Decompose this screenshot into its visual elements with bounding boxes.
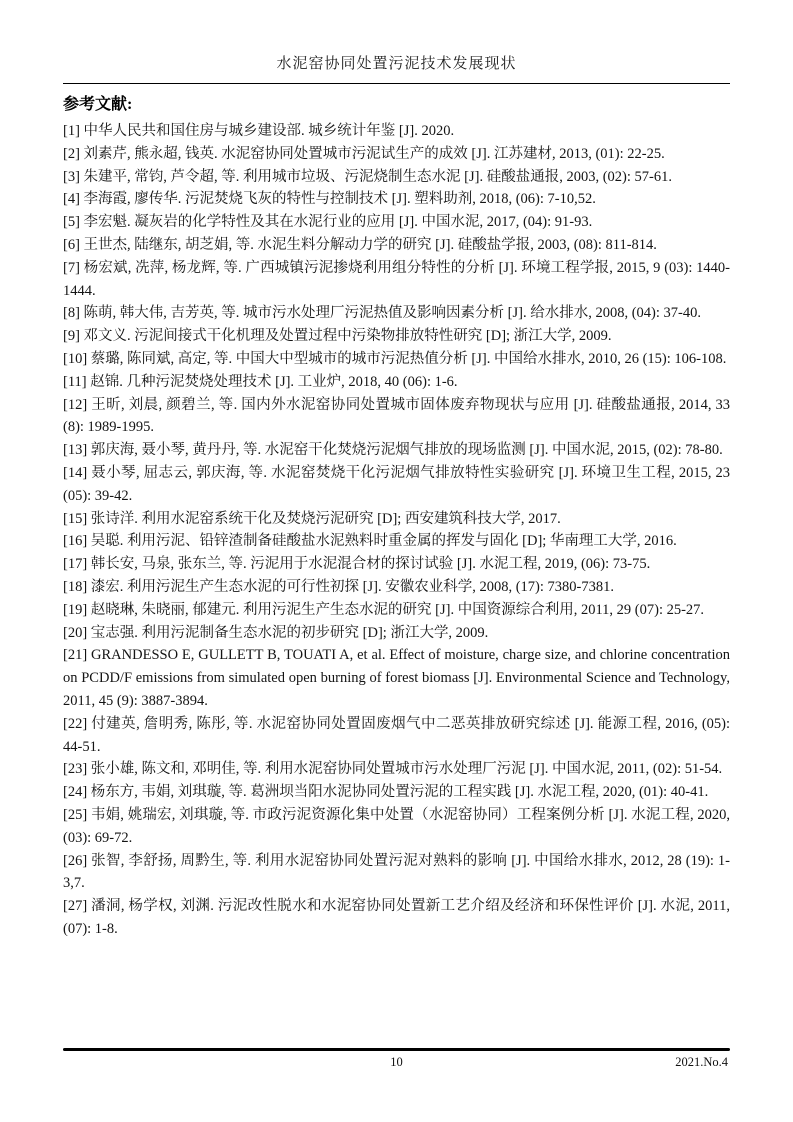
reference-item: [27] 潘洞, 杨学权, 刘渊. 污泥改性脱水和水泥窑协同处置新工艺介绍及经济和环保性评价 [J]. 水泥, 2011, (07): 1-8. bbox=[63, 898, 730, 937]
reference-item: [6] 王世杰, 陆继东, 胡芝娟, 等. 水泥生料分解动力学的研究 [J]. 硅酸盐学报, 2003, (08): 811-814. bbox=[63, 236, 657, 253]
reference-item: [8] 陈萌, 韩大伟, 吉芳英, 等. 城市污水处理厂污泥热值及影响因素分析 [J]. 给水排水, 2008, (04): 37-40. bbox=[63, 305, 701, 322]
references-heading: 参考文献: bbox=[63, 96, 133, 113]
reference-item: [12] 王昕, 刘晨, 颜碧兰, 等. 国内外水泥窑协同处置城市固体废弃物现状与应用 [J]. 硅酸盐通报, 2014, 33 (8): 1989-1995. bbox=[63, 396, 730, 436]
running-title: 水泥窑协同处置污泥技术发展现状 bbox=[276, 56, 517, 72]
reference-item: [18] 漆宏. 利用污泥生产生态水泥的可行性初探 [J]. 安徽农业科学, 2008, (17): 7380-7381. bbox=[63, 578, 614, 595]
reference-item: [3] 朱建平, 常钧, 芦令超, 等. 利用城市垃圾、污泥烧制生态水泥 [J]. 硅酸盐通报, 2003, (02): 57-61. bbox=[63, 168, 672, 185]
reference-item: [2] 刘素芹, 熊永超, 钱英. 水泥窑协同处置城市污泥试生产的成效 [J]. 江苏建材, 2013, (01): 22-25. bbox=[63, 145, 665, 162]
page-number: 10 bbox=[390, 1055, 403, 1069]
reference-item: [17] 韩长安, 马泉, 张东兰, 等. 污泥用于水泥混合材的探讨试验 [J]. 水泥工程, 2019, (06): 73-75. bbox=[63, 556, 651, 573]
reference-item: [26] 张智, 李舒扬, 周黔生, 等. 利用水泥窑协同处置污泥对熟料的影响 [J]. 中国给水排水, 2012, 28 (19): 1-3,7. bbox=[63, 852, 730, 892]
reference-item: [10] 蔡璐, 陈同斌, 高定, 等. 中国大中型城市的城市污泥热值分析 [J]. 中国给水排水, 2010, 26 (15): 106-108. bbox=[63, 350, 727, 367]
reference-item: [21] GRANDESSO E, GULLETT B, TOUATI A, et al. Effect of moisture, charge size, and chlorine concentration on PCDD/F emissions from simulated open burning of forest biomass [J]. Environmental Science and Technology, 2011, 45 (9): 3887-3894. bbox=[63, 647, 730, 709]
reference-item: [13] 郭庆海, 聂小琴, 黄丹丹, 等. 水泥窑干化焚烧污泥烟气排放的现场监测 [J]. 中国水泥, 2015, (02): 78-80. bbox=[63, 442, 723, 459]
reference-item: [24] 杨东方, 韦娟, 刘琪璇, 等. 葛洲坝当阳水泥协同处置污泥的工程实践 [J]. 水泥工程, 2020, (01): 40-41. bbox=[63, 784, 709, 801]
reference-item: [9] 邓文义. 污泥间接式干化机理及处置过程中污染物排放特性研究 [D]; 浙江大学, 2009. bbox=[63, 328, 612, 345]
issue-label: 2021.No.4 bbox=[675, 1055, 728, 1069]
reference-item: [1] 中华人民共和国住房与城乡建设部. 城乡统计年鉴 [J]. 2020. bbox=[63, 123, 455, 139]
reference-item: [23] 张小雄, 陈文和, 邓明佳, 等. 利用水泥窑协同处置城市污水处理厂污泥 [J]. 中国水泥, 2011, (02): 51-54. bbox=[63, 761, 723, 778]
reference-item: [14] 聂小琴, 屈志云, 郭庆海, 等. 水泥窑焚烧干化污泥烟气排放特性实验研究 [J]. 环境卫生工程, 2015, 23 (05): 39-42. bbox=[63, 464, 730, 504]
document-page bbox=[63, 52, 730, 941]
page-footer bbox=[63, 1048, 730, 1070]
reference-item: [25] 韦娟, 姚瑞宏, 刘琪璇, 等. 市政污泥资源化集中处置（水泥窑协同）工程案例分析 [J]. 水泥工程, 2020, (03): 69-72. bbox=[63, 806, 730, 846]
reference-item: [20] 宝志强. 利用污泥制备生态水泥的初步研究 [D]; 浙江大学, 2009. bbox=[63, 624, 489, 641]
reference-item: [11] 赵锦. 几种污泥焚烧处理技术 [J]. 工业炉, 2018, 40 (06): 1-6. bbox=[63, 373, 458, 390]
reference-item: [7] 杨宏斌, 冼萍, 杨龙辉, 等. 广西城镇污泥掺烧利用组分特性的分析 [J]. 环境工程学报, 2015, 9 (03): 1440-1444. bbox=[63, 259, 730, 299]
reference-item: [5] 李宏魁. 凝灰岩的化学特性及其在水泥行业的应用 [J]. 中国水泥, 2017, (04): 91-93. bbox=[63, 214, 593, 231]
header-rule bbox=[63, 83, 730, 84]
reference-item: [22] 付建英, 詹明秀, 陈彤, 等. 水泥窑协同处置固废烟气中二恶英排放研究综述 [J]. 能源工程, 2016, (05): 44-51. bbox=[63, 715, 730, 755]
footer-rule bbox=[63, 1048, 730, 1051]
reference-item: [16] 吴聪. 利用污泥、铅锌渣制备硅酸盐水泥熟料时重金属的挥发与固化 [D]; 华南理工大学, 2016. bbox=[63, 533, 677, 550]
reference-item: [19] 赵晓琳, 朱晓丽, 郁建元. 利用污泥生产生态水泥的研究 [J]. 中国资源综合利用, 2011, 29 (07): 25-27. bbox=[63, 601, 705, 618]
reference-item: [15] 张诗洋. 利用水泥窑系统干化及焚烧污泥研究 [D]; 西安建筑科技大学, 2017. bbox=[63, 510, 561, 527]
reference-item: [4] 李海霞, 廖传华. 污泥焚烧飞灰的特性与控制技术 [J]. 塑料助剂, 2018, (06): 7-10,52. bbox=[63, 191, 596, 208]
